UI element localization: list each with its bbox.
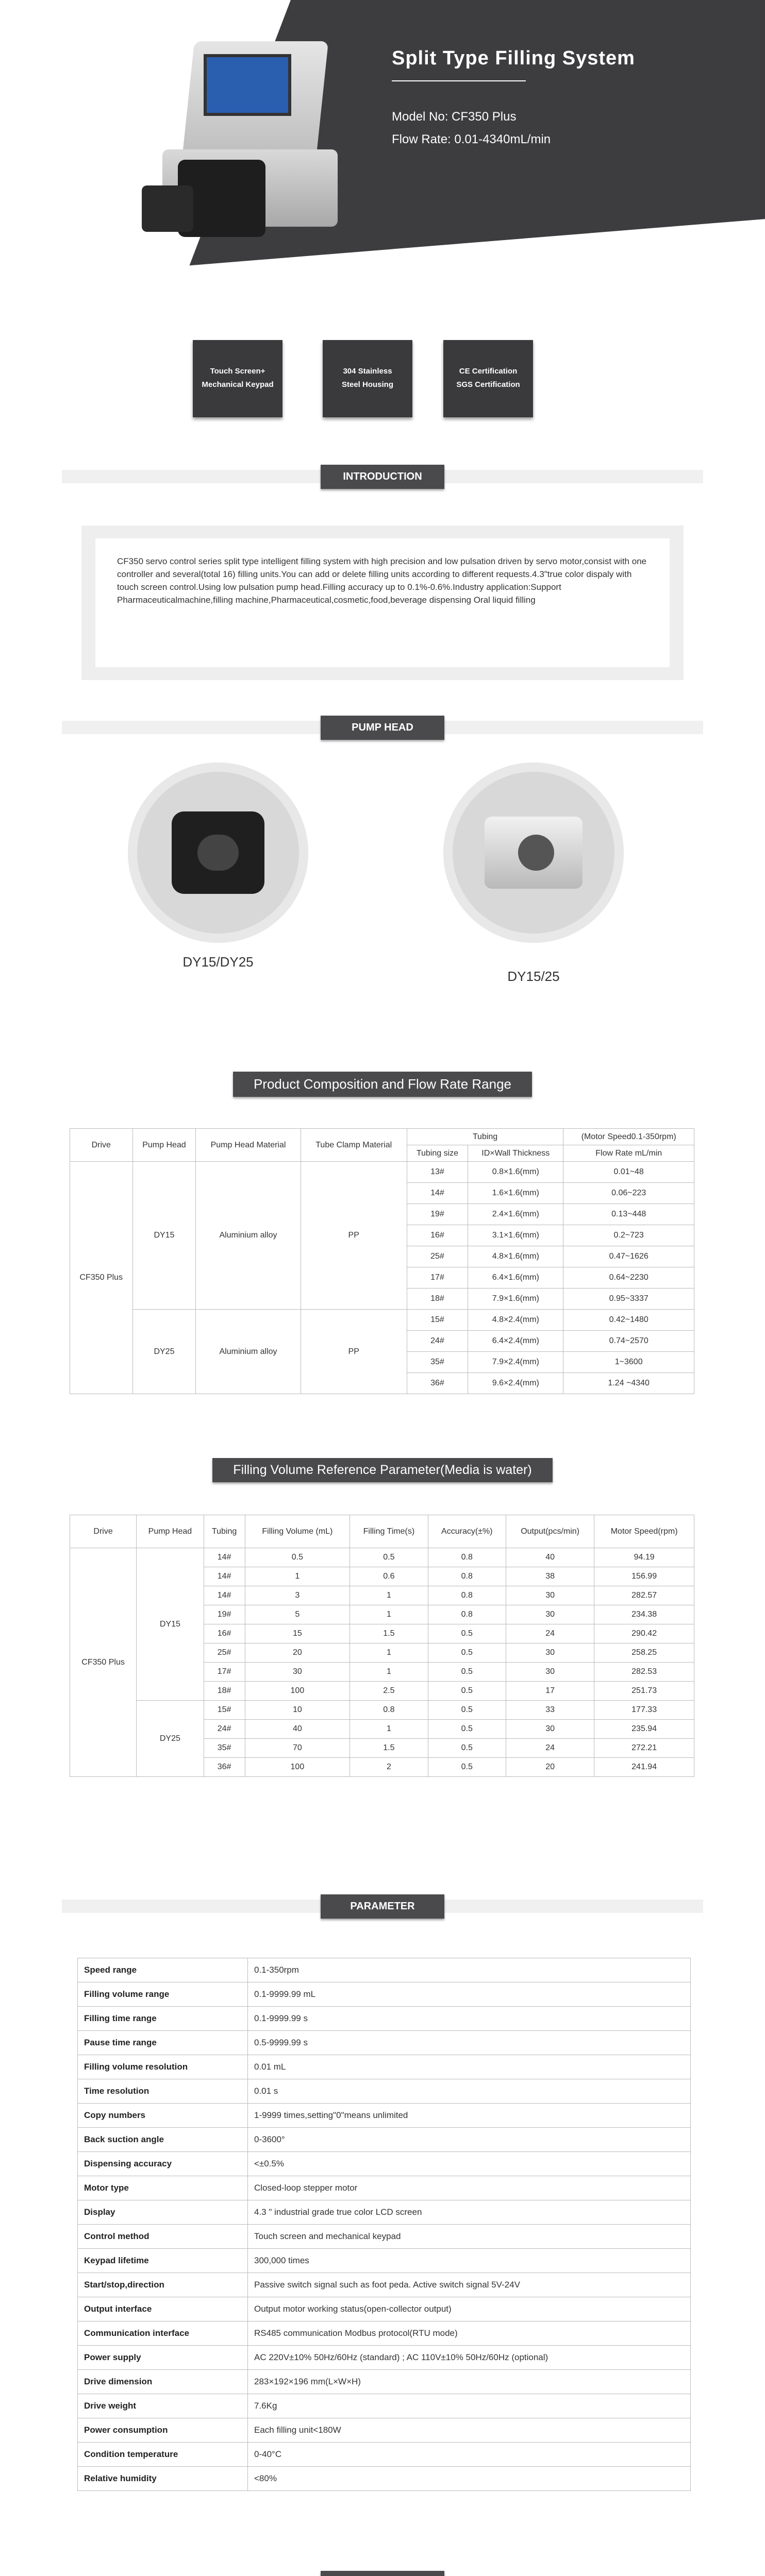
- pump-head-image-silver: [443, 762, 624, 943]
- filling-table: Drive Pump Head Tubing Filling Volume (mL) Filling Time(s) Accuracy(±%) Output(pcs/min) Motor Speed(rpm) CF350 Plus DY15 14# 0.5 0.5 0.8 40 94.19 14# 1 0.6 0.8 38 156.99 14# 3 1 0.8 30 282.57 19# 5 1 0.8 30 234.38 16# 15 1.5 0.5 24 290.42 25# 20 1 0.5 30 258.25 17# 30 1 0.5 30 282.53 18# 100 2.5 0.5 17 251.73 DY25 15# 10 0.8 0.5 33 177.33 24# 40 1 0.5 30 235.94 35# 70 1.5 0.5 24 272.21 36# 100 2 0.5 20 241.94: [70, 1515, 694, 1777]
- table-row: 16# 3.1×1.6(mm) 0.2~723: [70, 1225, 694, 1246]
- parameter-table: [77, 1958, 691, 2491]
- table-row: 36# 100 2 0.5 20 241.94: [70, 1758, 694, 1777]
- param-row: Filling volume range 0.1-9999.99 mL: [78, 1982, 691, 2007]
- table-row: 36# 9.6×2.4(mm) 1.24 ~4340: [70, 1373, 694, 1394]
- param-row: Start/stop,direction Passive switch signal such as foot peda. Active switch signal 5V-24V: [78, 2273, 691, 2297]
- filling-title: Filling Volume Reference Parameter(Media is water): [0, 1458, 765, 1482]
- pump-head-label: DY15/25: [507, 969, 560, 984]
- param-row: Keypad lifetime 300,000 times: [78, 2249, 691, 2273]
- intro-text: CF350 servo control series split type intelligent filling system with high precision and low pulsation driven by servo motor,consist with one controller and several(total 16) filling units.You can add or delete filling units according to different requests.4.3"true color dispaly with touch screen control.Using low pulsation pump head.Filling accuracy up to 0.1%-0.6%.Industry application:Support Pharmaceuticalmachine,filling machine,Pharmaceutical,cosmetic,food,beverage dispensing Oral liquid filling: [95, 538, 670, 667]
- table-row: CF350 Plus DY15 14# 0.5 0.5 0.8 40 94.19: [70, 1548, 694, 1567]
- table-row: 18# 100 2.5 0.5 17 251.73: [70, 1682, 694, 1701]
- pump-head-image-black: [128, 762, 308, 943]
- table-row: 14# 1.6×1.6(mm) 0.06~223: [70, 1183, 694, 1204]
- table-row: 17# 6.4×1.6(mm) 0.64~2230: [70, 1267, 694, 1289]
- feature-stainless: 304 Stainless Steel Housing: [323, 340, 412, 417]
- feature-certification: CE Certification SGS Certification: [443, 340, 533, 417]
- table-row: 17# 30 1 0.5 30 282.53: [70, 1663, 694, 1682]
- param-row: Time resolution 0.01 s: [78, 2079, 691, 2104]
- hero-flow: Flow Rate: 0.01-4340mL/min: [392, 132, 551, 146]
- param-row: Speed range 0.1-350rpm: [78, 1958, 691, 1982]
- composition-table: Drive Pump Head Pump Head Material Tube Clamp Material Tubing (Motor Speed0.1-350rpm) Tubing size ID×Wall Thickness Flow Rate mL/min CF350 Plus DY15 Aluminium alloy PP 13# 0.8×1.6(mm) 0.01~48 14# 1.6×1.6(mm) 0.06~223 19# 2.4×1.6(mm) 0.13~448 16# 3.1×1.6(mm) 0.2~723 25# 4.8×1.6(mm) 0.47~1626 17# 6.4×1.6(mm) 0.64~2230 18# 7.9×1.6(mm) 0.95~3337 DY25 Aluminium alloy PP 15# 4.8×2.4(mm) 0.42~1480 24# 6.4×2.4(mm) 0.74~2570 35# 7.9×2.4(mm) 1~3600 36# 9.6×2.4(mm) 1.24 ~4340: [70, 1128, 694, 1394]
- param-row: Control method Touch screen and mechanical keypad: [78, 2225, 691, 2249]
- param-row: Relative humidity <80%: [78, 2467, 691, 2491]
- table-row: 19# 5 1 0.8 30 234.38: [70, 1605, 694, 1624]
- feature-touch-screen: Touch Screen+ Mechanical Keypad: [193, 340, 282, 417]
- param-row: Filling time range 0.1-9999.99 s: [78, 2007, 691, 2031]
- param-row: Copy numbers 1-9999 times,setting"0"means unlimited: [78, 2104, 691, 2128]
- section-title-intro: INTRODUCTION: [0, 465, 765, 489]
- table-row: CF350 Plus DY15 Aluminium alloy PP 13# 0.8×1.6(mm) 0.01~48: [70, 1162, 694, 1183]
- param-row: Dispensing accuracy <±0.5%: [78, 2152, 691, 2176]
- table-row: 24# 40 1 0.5 30 235.94: [70, 1720, 694, 1739]
- composition-title: Product Composition and Flow Rate Range: [0, 1072, 765, 1097]
- param-row: Condition temperature 0-40°C: [78, 2443, 691, 2467]
- table-row: DY25 Aluminium alloy PP 15# 4.8×2.4(mm) 0.42~1480: [70, 1310, 694, 1331]
- param-row: Display 4.3 " industrial grade true color LCD screen: [78, 2200, 691, 2225]
- product-image: [131, 31, 348, 258]
- table-row: 14# 3 1 0.8 30 282.57: [70, 1586, 694, 1605]
- param-row: Power consumption Each filling unit<180W: [78, 2418, 691, 2443]
- param-row: Power supply AC 220V±10% 50Hz/60Hz (standard) ; AC 110V±10% 50Hz/60Hz (optional): [78, 2346, 691, 2370]
- param-row: Motor type Closed-loop stepper motor: [78, 2176, 691, 2200]
- section-title-osd: [0, 2571, 765, 2576]
- section-title-pump-head: PUMP HEAD: [0, 716, 765, 740]
- param-row: Communication interface RS485 communication Modbus protocol(RTU mode): [78, 2321, 691, 2346]
- hero-divider: [392, 80, 526, 81]
- table-row: 19# 2.4×1.6(mm) 0.13~448: [70, 1204, 694, 1225]
- table-row: 16# 15 1.5 0.5 24 290.42: [70, 1624, 694, 1643]
- table-row: 25# 20 1 0.5 30 258.25: [70, 1643, 694, 1663]
- param-row: Back suction angle 0-3600°: [78, 2128, 691, 2152]
- table-row: 35# 7.9×2.4(mm) 1~3600: [70, 1352, 694, 1373]
- table-row: 25# 4.8×1.6(mm) 0.47~1626: [70, 1246, 694, 1267]
- table-row: 35# 70 1.5 0.5 24 272.21: [70, 1739, 694, 1758]
- param-row: Output interface Output motor working status(open-collector output): [78, 2297, 691, 2321]
- param-row: Pause time range 0.5-9999.99 s: [78, 2031, 691, 2055]
- pump-head-label: DY15/DY25: [182, 954, 254, 970]
- table-row: 14# 1 0.6 0.8 38 156.99: [70, 1567, 694, 1586]
- param-row: Drive dimension 283×192×196 mm(L×W×H): [78, 2370, 691, 2394]
- param-row: Drive weight 7.6Kg: [78, 2394, 691, 2418]
- table-row: 18# 7.9×1.6(mm) 0.95~3337: [70, 1289, 694, 1310]
- hero-model: Model No: CF350 Plus: [392, 110, 517, 124]
- section-title-parameter: PARAMETER: [0, 1894, 765, 1919]
- hero-title: Split Type Filling System: [392, 47, 635, 69]
- param-row: Filling volume resolution 0.01 mL: [78, 2055, 691, 2079]
- table-row: 24# 6.4×2.4(mm) 0.74~2570: [70, 1331, 694, 1352]
- table-row: DY25 15# 10 0.8 0.5 33 177.33: [70, 1701, 694, 1720]
